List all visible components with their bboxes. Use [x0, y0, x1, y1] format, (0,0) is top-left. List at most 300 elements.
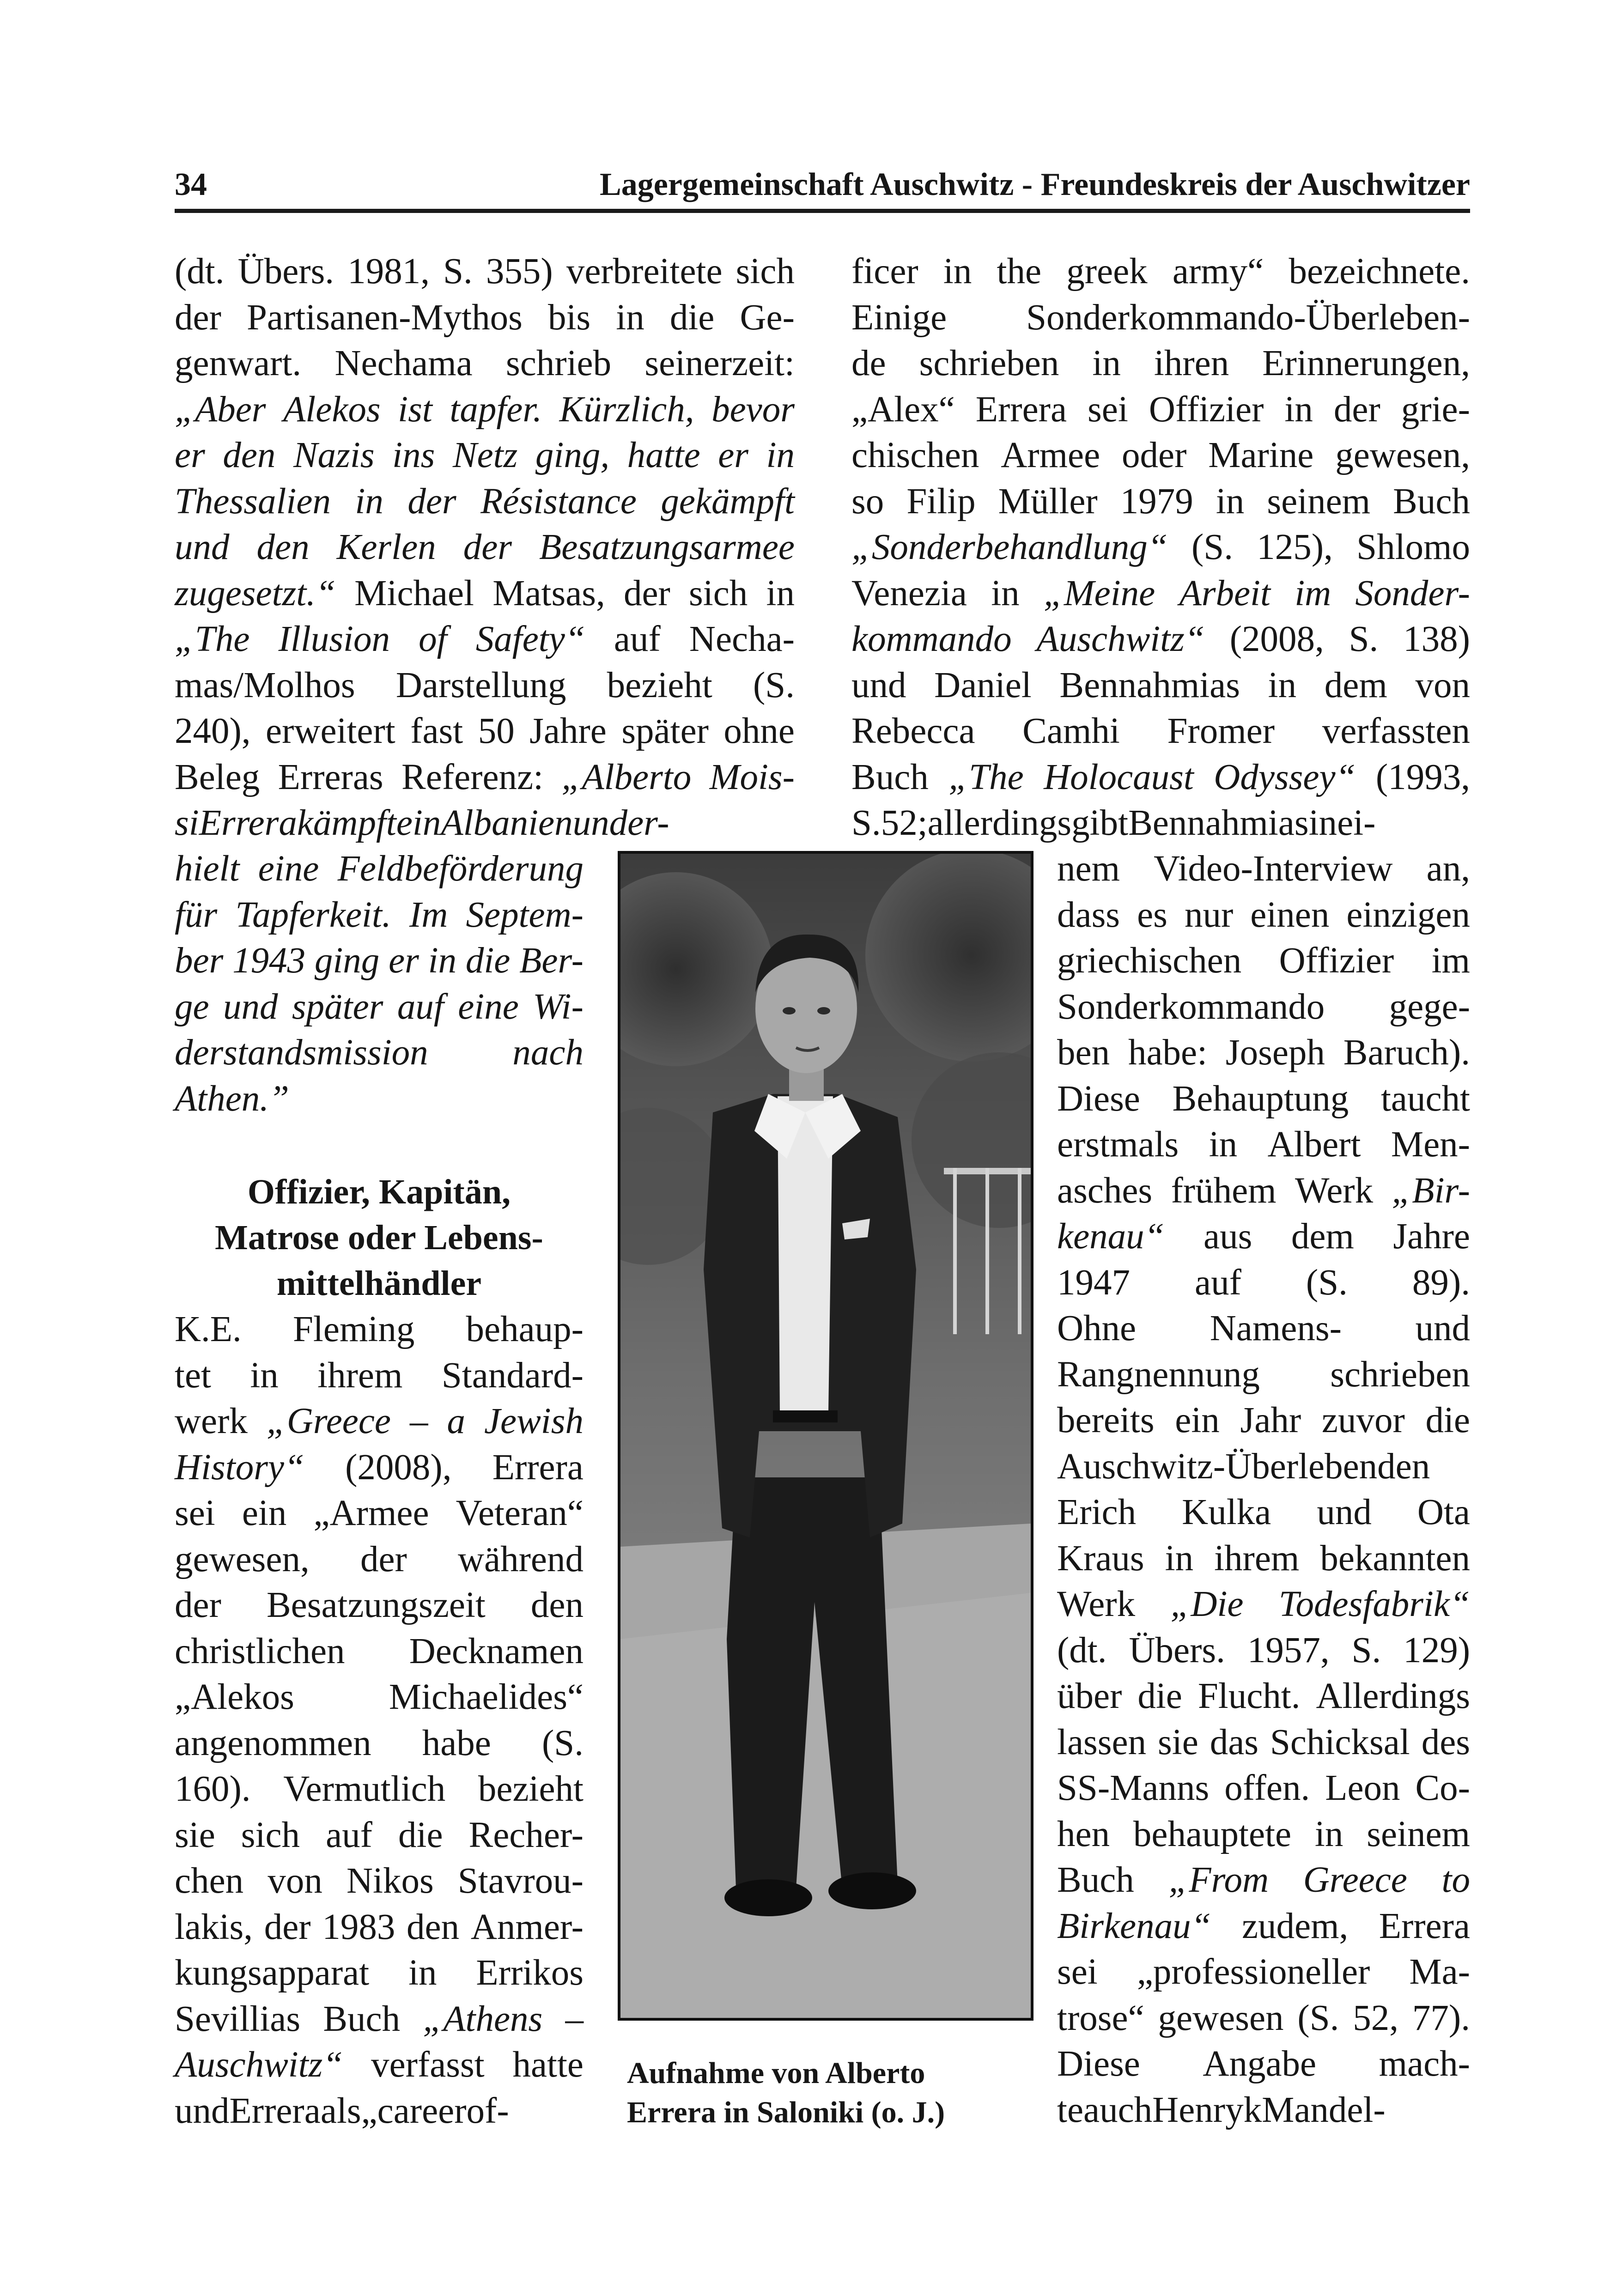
text-segment: „Alekos: [175, 1677, 294, 1717]
text-line: [1057, 1310, 1470, 1347]
text-segment: asches: [1057, 1170, 1153, 1211]
text-line: [1057, 2000, 1470, 2036]
text-line: [175, 805, 795, 841]
text-line: [175, 1357, 584, 1394]
text-segment: der: [1333, 389, 1380, 430]
text-segment: to: [1441, 1860, 1470, 1900]
text-segment: Vermutlich: [283, 1769, 446, 1809]
text-segment: Angabe: [1203, 2044, 1317, 2084]
text-line: [175, 621, 795, 657]
text-segment: Allerdings: [1316, 1676, 1470, 1716]
text-segment: Albert: [1267, 1124, 1361, 1165]
text-segment: chischen: [851, 435, 979, 475]
text-segment: Necha-: [689, 619, 795, 659]
text-segment: schrieben: [1330, 1354, 1470, 1395]
text-segment: aus: [1204, 1216, 1252, 1257]
text-segment: the: [997, 251, 1042, 292]
text-segment: Rebecca: [851, 711, 975, 751]
text-segment: erstmals: [1057, 1124, 1179, 1165]
text-line: [175, 253, 795, 290]
text-segment: chen: [175, 1861, 244, 1901]
text-segment: seinem: [1367, 1814, 1470, 1854]
text-segment: verbreitete: [566, 251, 723, 292]
text-segment: Illusion: [278, 619, 390, 659]
text-segment: später: [292, 986, 383, 1027]
text-segment: gewesen,: [175, 1539, 310, 1579]
text-segment: ei-: [1337, 803, 1376, 843]
text-segment: auf: [326, 1815, 372, 1855]
text-segment: Flucht.: [1198, 1676, 1301, 1716]
text-segment: zudem,: [1241, 1906, 1349, 1946]
text-segment: Errera: [229, 2090, 321, 2131]
text-segment: einen: [1250, 894, 1330, 935]
text-line: [175, 1541, 584, 1578]
text-segment: Im: [409, 894, 448, 935]
text-segment: Referenz:: [401, 757, 544, 797]
text-segment: Buch: [851, 757, 929, 797]
text-segment: Bennahmias: [1128, 803, 1309, 843]
text-segment: History“: [175, 1447, 304, 1488]
text-line: [1057, 1586, 1470, 1622]
text-line: [1057, 850, 1470, 887]
text-segment: „professioneller: [1137, 1952, 1370, 1992]
text-segment: in: [1284, 389, 1313, 430]
text-segment: Venezia: [851, 573, 967, 613]
text-segment: Besatzungsarmee: [539, 527, 795, 567]
text-line: [1057, 2046, 1470, 2082]
text-segment: Behauptung: [1172, 1078, 1349, 1119]
photo-illustration: [620, 854, 1031, 2018]
text-segment: 50: [478, 711, 515, 751]
text-segment: Errera: [492, 1447, 584, 1488]
text-segment: sie: [1158, 1722, 1198, 1762]
text-segment: tet: [175, 1355, 211, 1396]
text-segment: zuvor: [1321, 1400, 1405, 1440]
text-segment: in: [766, 573, 795, 613]
text-segment: tapfer.: [450, 389, 542, 430]
text-segment: die: [465, 941, 511, 981]
text-line: [1057, 1078, 1470, 1119]
text-segment: ihrem: [1214, 1538, 1300, 1579]
text-segment: offen.: [1224, 1768, 1310, 1808]
text-segment: Safety“: [475, 619, 585, 659]
text-segment: Buch: [323, 1998, 401, 2039]
text-segment: Kerlen: [336, 527, 436, 567]
text-segment: schrieben: [919, 343, 1059, 383]
text-segment: Kulka: [1182, 1492, 1271, 1532]
text-segment: (S.: [541, 1723, 584, 1763]
text-line: [175, 2090, 584, 2131]
text-segment: Standard-: [441, 1355, 584, 1396]
text-line: [1057, 1218, 1470, 1255]
text-line: [1057, 1402, 1470, 1439]
text-segment: Nikos: [346, 1861, 434, 1901]
text-line: [1057, 1954, 1470, 1990]
text-segment: sei: [175, 1493, 215, 1533]
text-segment: im: [1295, 573, 1331, 613]
text-segment: er: [175, 435, 205, 475]
text-segment: von: [1415, 665, 1470, 705]
text-segment: seinerzeit:: [644, 343, 795, 383]
text-segment: ist: [398, 389, 432, 430]
text-segment: 355): [486, 251, 553, 292]
text-segment: SS-Manns: [1057, 1768, 1210, 1808]
text-segment: während: [458, 1539, 584, 1579]
text-segment: hielt: [175, 849, 240, 889]
text-segment: 125),: [1257, 527, 1333, 567]
text-line: [851, 621, 1470, 657]
text-segment: 1943: [232, 941, 306, 981]
text-line: [1057, 1126, 1470, 1163]
header-rule: [175, 209, 1470, 213]
text-segment: Einige: [851, 297, 947, 338]
text-segment: Jahr: [1240, 1400, 1301, 1440]
text-segment: Namens-: [1210, 1308, 1342, 1348]
text-segment: 1979: [1120, 481, 1193, 522]
text-segment: Kürzlich,: [559, 389, 694, 430]
text-segment: einzigen: [1346, 894, 1470, 935]
text-segment: Besatzungszeit: [266, 1585, 486, 1625]
text-segment: Decknamen: [409, 1631, 584, 1671]
text-line: [1057, 1678, 1470, 1714]
text-segment: sich: [689, 573, 748, 613]
text-line: [851, 345, 1470, 382]
text-line: [175, 1078, 584, 1119]
text-segment: habe: [422, 1723, 491, 1763]
text-segment: (S.: [1306, 1262, 1348, 1303]
text-segment: (2008,: [1229, 619, 1324, 659]
text-segment: den: [223, 435, 276, 475]
text-segment: hatte: [512, 2045, 584, 2085]
text-segment: Werk: [1057, 1584, 1136, 1624]
text-segment: Birkenau“: [1057, 1906, 1211, 1946]
text-segment: bezieht: [478, 1769, 584, 1809]
text-segment: hatte: [627, 435, 700, 475]
text-segment: Erinnerungen,: [1262, 343, 1470, 383]
text-line: [1057, 1034, 1470, 1071]
text-segment: Alekos: [283, 389, 381, 430]
text-segment: Fromer: [1167, 711, 1275, 751]
text-segment: Müller: [998, 481, 1098, 522]
text-segment: Buch: [1393, 481, 1470, 522]
text-segment: gege-: [1389, 986, 1470, 1027]
text-segment: ein: [1175, 1400, 1220, 1440]
text-segment: auf: [1195, 1262, 1241, 1303]
text-line: [851, 391, 1470, 428]
text-line: [175, 1449, 584, 1486]
text-line: [175, 1495, 584, 1531]
section-heading-line: mittelhändler: [276, 1264, 482, 1303]
text-segment: es: [1137, 894, 1167, 935]
text-segment: of-: [466, 2090, 509, 2131]
text-segment: in: [616, 297, 644, 338]
text-segment: habe:: [1128, 1033, 1208, 1073]
text-segment: trose“: [1057, 1998, 1144, 2038]
text-segment: S.: [443, 251, 473, 292]
text-segment: Video-Interview: [1154, 849, 1393, 889]
text-segment: Nechama: [334, 343, 473, 383]
text-segment: bekannten: [1320, 1538, 1470, 1579]
text-segment: Michaelides“: [389, 1677, 584, 1717]
text-segment: so: [851, 481, 884, 522]
text-segment: in: [943, 251, 972, 292]
text-segment: Erich: [1057, 1492, 1137, 1532]
text-segment: (1993,: [1375, 757, 1470, 797]
text-line: [851, 299, 1470, 336]
text-line: [175, 2047, 584, 2083]
text-segment: ein: [242, 1493, 287, 1533]
text-segment: bereits: [1057, 1400, 1155, 1440]
text-segment: Rangnennung: [1057, 1354, 1260, 1395]
text-segment: Jahre: [1393, 1216, 1470, 1257]
text-segment: Mois-: [709, 757, 795, 797]
text-segment: genwart.: [175, 343, 302, 383]
text-segment: seinem: [1267, 481, 1371, 522]
text-segment: (dt.: [175, 251, 225, 292]
text-segment: Co-: [1415, 1768, 1470, 1808]
text-segment: den: [407, 1907, 460, 1947]
text-line: [175, 759, 795, 796]
text-segment: den: [256, 527, 310, 567]
text-segment: in: [1308, 803, 1337, 843]
text-line: [175, 1311, 584, 1348]
text-segment: Offizier: [1149, 389, 1264, 430]
text-segment: in: [408, 1953, 437, 1993]
text-segment: in: [1216, 481, 1245, 522]
text-segment: schrieb: [505, 343, 612, 383]
text-segment: bezeichnete.: [1289, 251, 1470, 292]
text-line: [175, 391, 795, 428]
text-segment: des: [1421, 1722, 1470, 1762]
text-segment: dass: [1057, 894, 1120, 935]
text-line: [1057, 1816, 1470, 1853]
text-segment: 240),: [175, 711, 251, 751]
text-segment: Sonderkommando: [1057, 986, 1325, 1027]
text-segment: 52;: [881, 803, 928, 843]
text-segment: S.: [851, 803, 881, 843]
text-segment: kämpfte: [297, 803, 413, 843]
text-segment: kungsapparat: [175, 1953, 370, 1993]
text-segment: und: [572, 803, 628, 843]
text-segment: Erreras: [278, 757, 383, 797]
text-segment: in: [355, 481, 383, 522]
text-segment: Diese: [1057, 2044, 1140, 2084]
text-segment: (S.: [1297, 1998, 1339, 2038]
text-segment: „The: [948, 757, 1024, 797]
text-segment: de: [851, 343, 886, 383]
text-segment: an,: [1426, 849, 1470, 889]
text-line: [175, 1909, 584, 1945]
text-segment: zugesetzt.“: [175, 573, 336, 613]
text-segment: Tapferkeit.: [235, 894, 391, 935]
text-segment: 52,: [1353, 1998, 1399, 2038]
text-segment: in: [766, 435, 795, 475]
text-line: [175, 529, 795, 565]
text-segment: sich: [736, 251, 795, 292]
text-segment: (dt.: [1057, 1630, 1107, 1670]
text-segment: der: [463, 527, 512, 567]
text-line: [1057, 1770, 1470, 1806]
text-segment: dem: [1291, 1216, 1354, 1257]
text-line: [1057, 1540, 1470, 1577]
text-segment: behaup-: [466, 1309, 584, 1349]
text-segment: er: [718, 435, 748, 475]
text-segment: bevor: [711, 389, 795, 430]
text-segment: „Bir-: [1392, 1170, 1470, 1211]
section-heading-line: Matrose oder Lebens-: [215, 1218, 543, 1257]
text-segment: erweitert: [266, 711, 395, 751]
text-segment: behauptete: [1133, 1814, 1292, 1854]
text-line: [1057, 1724, 1470, 1761]
text-segment: in: [250, 1355, 279, 1396]
text-segment: nur: [1184, 894, 1234, 935]
section-heading-line: Offizier, Kapitän,: [247, 1172, 511, 1211]
text-segment: „Greece: [266, 1401, 391, 1441]
text-segment: 1947: [1057, 1262, 1130, 1303]
text-segment: ber: [175, 941, 224, 981]
text-segment: „Alex“: [851, 389, 955, 430]
text-segment: ge: [175, 986, 209, 1027]
text-segment: die: [398, 1815, 443, 1855]
text-segment: die: [669, 297, 715, 338]
text-segment: Beleg: [175, 757, 260, 797]
text-segment: in: [1314, 1814, 1343, 1854]
text-segment: Übers.: [237, 251, 334, 292]
text-line: [175, 894, 584, 935]
text-segment: grie-: [1401, 389, 1470, 430]
text-segment: (S.: [1191, 527, 1233, 567]
text-segment: ging,: [535, 435, 610, 475]
text-segment: mach-: [1379, 2044, 1470, 2084]
text-segment: Errera: [975, 389, 1067, 430]
text-segment: Albanien: [441, 803, 573, 843]
text-segment: und: [1415, 1308, 1470, 1348]
text-segment: Joseph: [1225, 1033, 1325, 1073]
text-segment: Kraus: [1057, 1538, 1144, 1579]
text-segment: Offizier: [1279, 941, 1394, 981]
text-line: [175, 1403, 584, 1440]
text-segment: 129): [1403, 1630, 1470, 1670]
page-number: 34: [175, 167, 207, 202]
text-segment: und: [175, 527, 230, 567]
text-segment: Veteran“: [456, 1493, 584, 1533]
text-segment: Filip: [906, 481, 976, 522]
text-segment: S.: [1351, 1630, 1381, 1670]
text-segment: Schicksal: [1270, 1722, 1410, 1762]
text-segment: kommando: [851, 619, 1012, 659]
text-line: [1057, 1632, 1470, 1669]
text-segment: Ota: [1417, 1492, 1470, 1532]
text-segment: Greece: [1303, 1860, 1407, 1900]
text-segment: frühem: [1171, 1170, 1277, 1211]
text-segment: Recher-: [468, 1815, 584, 1855]
text-line: [1057, 2089, 1470, 2130]
text-segment: als: [320, 2090, 361, 2131]
text-segment: „Aber: [175, 389, 266, 430]
text-segment: 77).: [1412, 1998, 1470, 2038]
text-segment: für: [175, 894, 218, 935]
text-line: [851, 713, 1470, 749]
text-segment: „Athens: [423, 1998, 543, 2039]
text-segment: Jahre: [529, 711, 607, 751]
text-segment: 89).: [1412, 1262, 1470, 1303]
photo-caption-line-2: Errera in Saloniki (o. J.): [627, 2096, 945, 2129]
text-line: [1057, 894, 1470, 935]
text-segment: „Meine: [1043, 573, 1155, 613]
text-segment: und: [223, 986, 278, 1027]
text-segment: angenommen: [175, 1723, 371, 1763]
text-segment: in: [991, 573, 1020, 613]
text-segment: „The: [175, 619, 250, 659]
text-segment: im: [1431, 941, 1470, 981]
text-line: [1057, 1172, 1470, 1209]
text-segment: Marine: [1208, 435, 1314, 475]
text-segment: eine: [458, 986, 519, 1027]
text-segment: Auschwitz“: [1036, 619, 1205, 659]
text-segment: gekämpft: [661, 481, 795, 522]
text-segment: Armee: [1001, 435, 1100, 475]
text-line: [1057, 1448, 1470, 1485]
text-segment: in: [1209, 1124, 1238, 1165]
photograph-alberto-errera: [618, 851, 1033, 2021]
text-line: [175, 1863, 584, 1899]
text-segment: kenau“: [1057, 1216, 1165, 1257]
text-segment: hen: [1057, 1814, 1110, 1854]
text-segment: allerdings: [927, 803, 1072, 843]
text-segment: of: [419, 619, 447, 659]
text-line: [851, 805, 1470, 841]
text-segment: Sonder-: [1355, 573, 1470, 613]
text-line: [851, 667, 1470, 704]
text-segment: und: [175, 2090, 230, 2131]
text-segment: dem: [1324, 665, 1387, 705]
text-segment: Matsas,: [492, 573, 605, 613]
text-segment: sich: [241, 1815, 300, 1855]
text-segment: (S.: [753, 665, 795, 705]
text-segment: werk: [175, 1401, 248, 1441]
text-line: [175, 1771, 584, 1807]
text-segment: bezieht: [607, 665, 712, 705]
text-line: [175, 942, 584, 979]
text-segment: und: [1317, 1492, 1372, 1532]
text-segment: oder: [1122, 435, 1187, 475]
text-segment: te: [1057, 2089, 1084, 2130]
text-line: [1057, 942, 1470, 979]
text-line: [851, 529, 1470, 565]
text-line: [1057, 1264, 1470, 1301]
text-segment: taucht: [1380, 1078, 1470, 1119]
text-segment: über: [1057, 1676, 1122, 1716]
text-segment: nem: [1057, 849, 1120, 889]
text-segment: sie: [175, 1815, 215, 1855]
text-segment: ficer: [851, 251, 918, 292]
text-segment: 1981,: [347, 251, 430, 292]
text-segment: S.: [1349, 619, 1379, 659]
text-segment: der: [175, 297, 221, 338]
text-segment: christlichen: [175, 1631, 345, 1671]
text-segment: sei: [1057, 1952, 1098, 1992]
text-segment: greek: [1066, 251, 1148, 292]
text-segment: Odyssey“: [1214, 757, 1356, 797]
text-segment: Septem-: [466, 894, 584, 935]
text-segment: Ma-: [1409, 1952, 1470, 1992]
text-segment: Thessalien: [175, 481, 331, 522]
text-segment: 1957,: [1247, 1630, 1330, 1670]
text-segment: in: [428, 941, 457, 981]
text-segment: in: [412, 803, 441, 843]
text-segment: der: [175, 1585, 221, 1625]
text-segment: Ohne: [1057, 1308, 1137, 1348]
